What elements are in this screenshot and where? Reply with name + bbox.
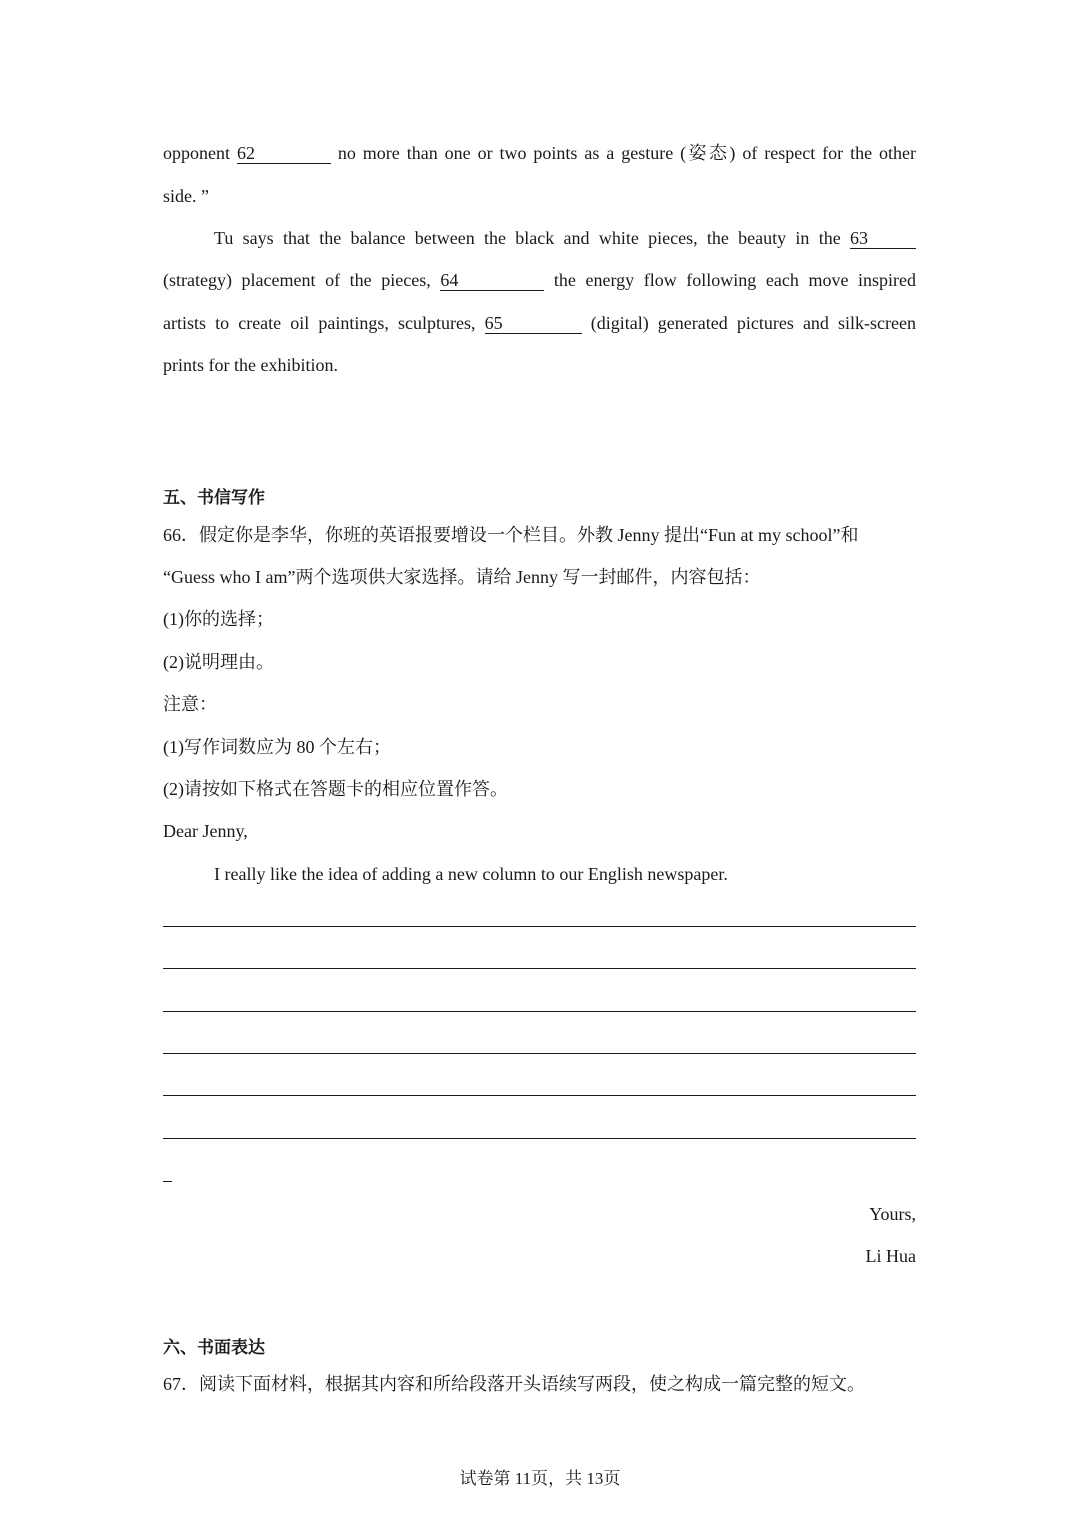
blank-62: 62 (237, 143, 331, 164)
passage-line-1 (163, 141, 916, 165)
passage-line-3 (163, 226, 916, 250)
requirement-item-1: (1)你的选择； (163, 609, 274, 629)
writing-line[interactable] (163, 1011, 916, 1012)
section-heading-5: 五、书信写作 (163, 488, 265, 508)
page-footer: 试卷第 11页，共 13页 (459, 1469, 621, 1488)
blank-64: 64 (440, 270, 544, 291)
passage-text: prints for the exhibition. (163, 355, 338, 375)
passage-line-6 (163, 353, 916, 377)
blank-63: 63 (850, 228, 916, 249)
passage-text: side. ” (163, 186, 209, 206)
letter-opening: I really like the idea of adding a new column to our English newspaper. (214, 864, 728, 884)
blank-65: 65 (485, 313, 582, 334)
section-heading-6: 六、书面表达 (163, 1338, 265, 1358)
writing-line[interactable] (163, 1095, 916, 1096)
note-label: 注意： (163, 694, 217, 714)
writing-line[interactable] (163, 926, 916, 927)
passage-text: Tu says that the balance between the black and white pieces, the beauty in the (214, 228, 841, 248)
letter-closing: Yours, (869, 1204, 916, 1224)
passage-text: the energy flow following each move inspired (553, 270, 917, 290)
letter-salutation: Dear Jenny, (163, 821, 248, 841)
question-66-line-2: “Guess who I am”两个选项供大家选择。请给 Jenny 写一封邮件，内容包括： (163, 567, 761, 587)
question-67: 67．阅读下面材料，根据其内容和所给段落开头语续写两段，使之构成一篇完整的短文。 (163, 1374, 865, 1394)
passage-line-4 (163, 268, 916, 292)
passage-text: no more than one or two points as a gesture (姿态) of respect for the other (337, 143, 917, 163)
letter-signature: Li Hua (865, 1246, 916, 1266)
passage-text: (digital) generated pictures and silk-screen (590, 313, 917, 333)
passage-text: opponent (163, 143, 230, 163)
requirement-item-2: (2)说明理由。 (163, 652, 274, 672)
writing-line[interactable] (163, 1138, 916, 1139)
passage-line-2 (163, 184, 916, 208)
passage-text: artists to create oil paintings, sculptures, (163, 313, 476, 333)
note-item-1: (1)写作词数应为 80 个左右； (163, 737, 391, 757)
passage-line-5 (163, 311, 916, 335)
writing-dash (163, 1181, 172, 1182)
question-66-line-1: 66．假定你是李华，你班的英语报要增设一个栏目。外教 Jenny 提出“Fun at my school”和 (163, 525, 859, 545)
writing-line[interactable] (163, 1053, 916, 1054)
writing-line[interactable] (163, 968, 916, 969)
passage-text: (strategy) placement of the pieces, (163, 270, 431, 290)
note-item-2: (2)请按如下格式在答题卡的相应位置作答。 (163, 779, 508, 799)
